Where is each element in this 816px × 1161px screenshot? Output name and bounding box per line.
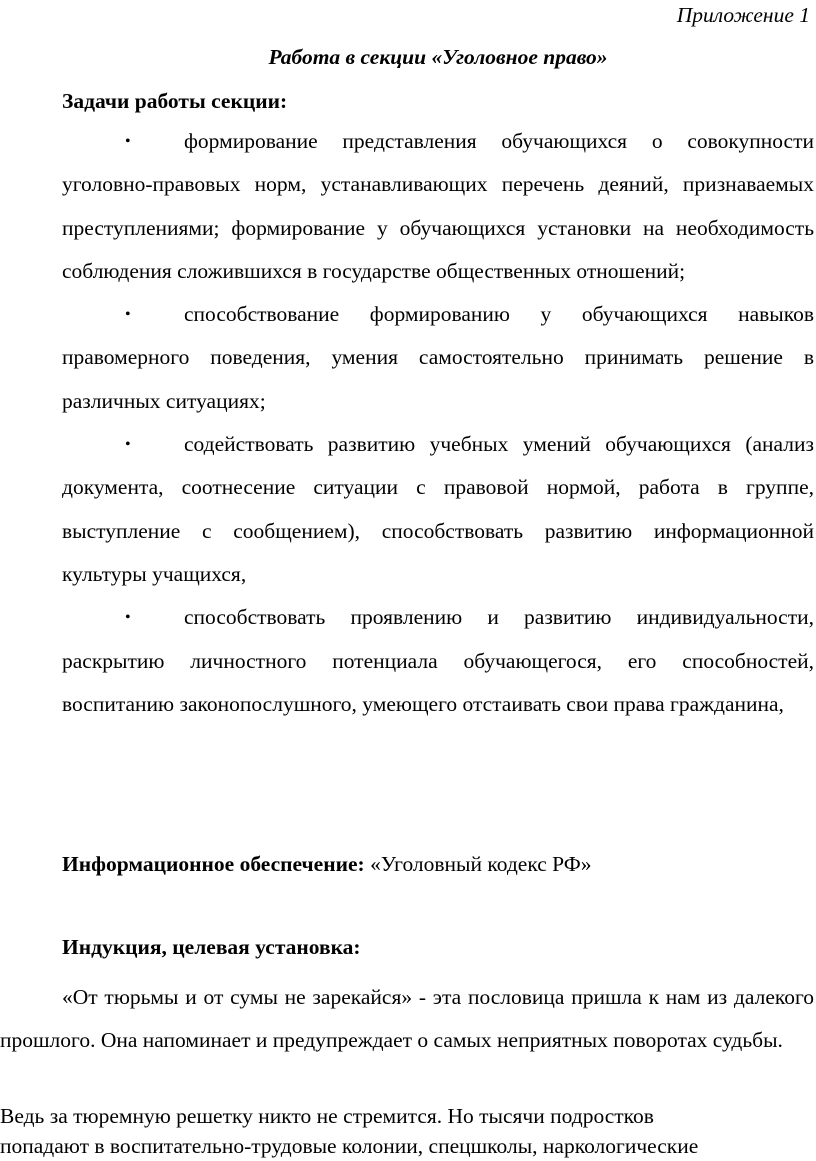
tasks-heading: Задачи работы секции: xyxy=(62,89,288,113)
bullet-icon: • xyxy=(125,436,131,454)
closing-paragraph xyxy=(0,1101,816,1161)
tasks-list xyxy=(62,120,814,726)
appendix-label: Приложение 1 xyxy=(676,3,810,27)
bullet-icon: • xyxy=(125,306,131,324)
info-support-label: Информационное обеспечение: xyxy=(62,852,365,876)
task-text: способствовать проявлению и развитию индивидуальности, раскрытию личностного потенциала обучающегося, его способностей, воспитанию законопослушного, умеющего отстаивать свои права гражданина, xyxy=(62,605,814,716)
task-item xyxy=(62,293,814,423)
task-item xyxy=(62,423,814,596)
task-text: содействовать развитию учебных умений обучающихся (анализ документа, соотнесение ситуации с правовой нормой, работа в группе, выступление с сообщением), способствовать развитию информационной культуры учащихся, xyxy=(62,432,814,586)
task-item xyxy=(62,120,814,293)
bullet-icon: • xyxy=(125,609,131,627)
induction-paragraph: «От тюрьмы и от сумы не зарекайся» - эта пословица пришла к нам из далекого прошлого. Она напоминает и предупреждает о самых неприятных поворотах судьбы. xyxy=(0,985,814,1053)
bullet-icon: • xyxy=(125,133,131,150)
section-title: Работа в секции «Уголовное право» xyxy=(268,45,608,69)
induction-heading: Индукция, целевая установка: xyxy=(62,935,361,959)
task-item xyxy=(62,596,814,726)
task-text: способствование формированию у обучающихся навыков правомерного поведения, умения самостоятельно принимать решение в различных ситуациях; xyxy=(62,302,814,413)
info-support-value: «Уголовный кодекс РФ» xyxy=(364,852,592,876)
task-text: формирование представления обучающихся о совокупности уголовно-правовых норм, устанавливающих перечень деяний, признаваемых преступлениями; формирование у обучающихся установки на необходимость соблюдения сложившихся в государстве общественных отношений; xyxy=(62,129,814,283)
info-support-line xyxy=(62,849,592,879)
closing-line: Ведь за тюремную решетку никто не стремится. Но тысячи подростков xyxy=(0,1104,654,1128)
closing-line: попадают в воспитательно-трудовые колонии, спецшколы, наркологические xyxy=(0,1134,699,1158)
